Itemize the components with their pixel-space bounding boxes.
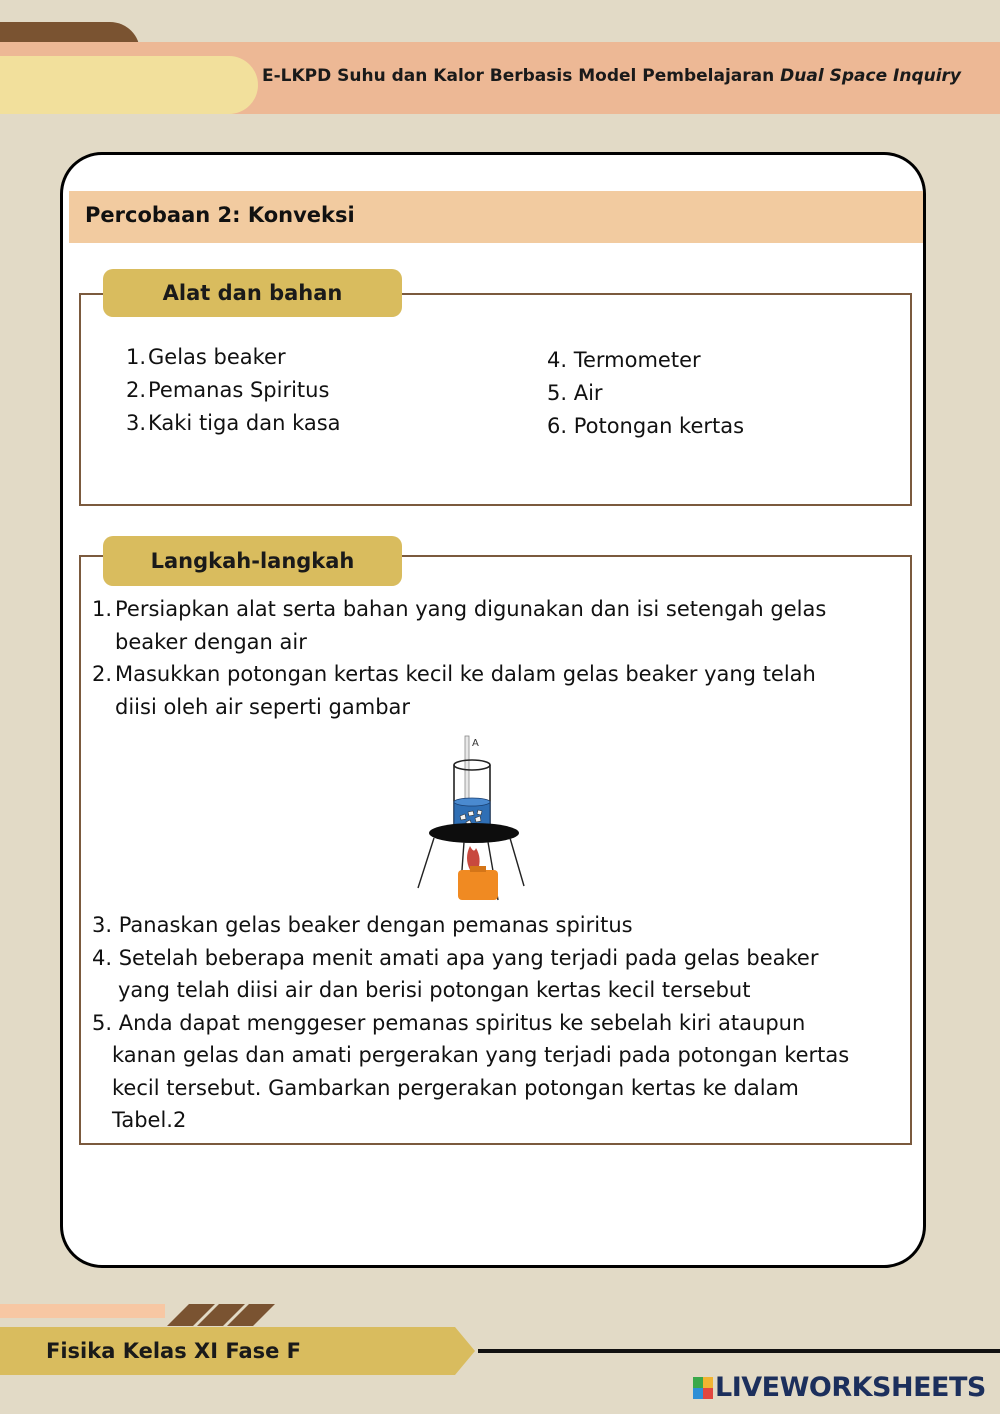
convection-experiment-illustration [404, 730, 534, 905]
item-number: 1. [126, 345, 147, 369]
step-text: Masukkan potongan kertas kecil ke dalam gelas beaker yang telah [115, 662, 816, 686]
liveworksheets-watermark [693, 1372, 986, 1403]
footer-peach-strip [0, 1304, 165, 1318]
materials-heading: Alat dan bahan [103, 269, 402, 317]
item-text: Pemanas Spiritus [148, 378, 330, 402]
step-text: kanan gelas dan amati pergerakan yang terjadi pada potongan kertas [112, 1043, 850, 1067]
step-number: 1. [92, 597, 113, 621]
item-number: 2. [126, 378, 147, 402]
item-text: Gelas beaker [148, 345, 286, 369]
document-title-italic: Dual Space Inquiry [780, 66, 962, 86]
step-5 [92, 1007, 892, 1137]
spirit-burner [458, 870, 498, 900]
section-title-band [69, 191, 926, 243]
list-item: 4. Termometer [547, 348, 701, 372]
steps-list-top [92, 593, 892, 723]
step-text: diisi oleh air seperti gambar [115, 694, 411, 719]
item-number: 3. [126, 411, 147, 435]
step-3: 3. Panaskan gelas beaker dengan pemanas spiritus [92, 913, 633, 937]
section-title: Percobaan 2: Konveksi [85, 203, 355, 227]
watermark-text: LIVEWORKSHEETS [715, 1372, 986, 1403]
document-title-main: E-LKPD Suhu dan Kalor Berbasis Model Pembelajaran [262, 66, 781, 86]
materials-list-left [126, 341, 341, 440]
step-4 [92, 942, 892, 1007]
beaker-rim [454, 760, 490, 770]
list-item [126, 374, 341, 407]
step-2 [92, 658, 892, 723]
liveworksheets-logo-icon [693, 1377, 713, 1399]
step-text: yang telah diisi air dan berisi potongan kertas kecil tersebut [118, 978, 751, 1002]
list-item [126, 407, 341, 440]
footer-divider [478, 1349, 1000, 1353]
step-text: Tabel.2 [112, 1108, 187, 1132]
steps-heading: Langkah-langkah [103, 536, 402, 586]
figure-label: A [472, 738, 479, 749]
item-text: Kaki tiga dan kasa [148, 411, 341, 435]
materials-list-right [547, 344, 744, 443]
step-text: kecil tersebut. Gambarkan pergerakan potongan kertas ke dalam [112, 1075, 799, 1100]
list-item: 6. Potongan kertas [547, 414, 745, 438]
step-text: 5. Anda dapat menggeser pemanas spiritus ke sebelah kiri ataupun [92, 1010, 806, 1035]
step-1 [92, 593, 892, 658]
gauze [429, 823, 519, 843]
list-item [126, 341, 341, 374]
steps-list-bottom [92, 909, 892, 1137]
step-text: Persiapkan alat serta bahan yang digunakan dan isi setengah gelas [115, 597, 827, 621]
step-number: 2. [92, 662, 113, 686]
list-item: 5. Air [547, 381, 603, 405]
header-yellow-tab [0, 56, 258, 114]
document-title [262, 66, 987, 86]
step-text: beaker dengan air [115, 629, 307, 654]
footer-label: Fisika Kelas XI Fase F [46, 1339, 302, 1363]
step-text: 4. Setelah beberapa menit amati apa yang terjadi pada gelas beaker [92, 945, 819, 970]
